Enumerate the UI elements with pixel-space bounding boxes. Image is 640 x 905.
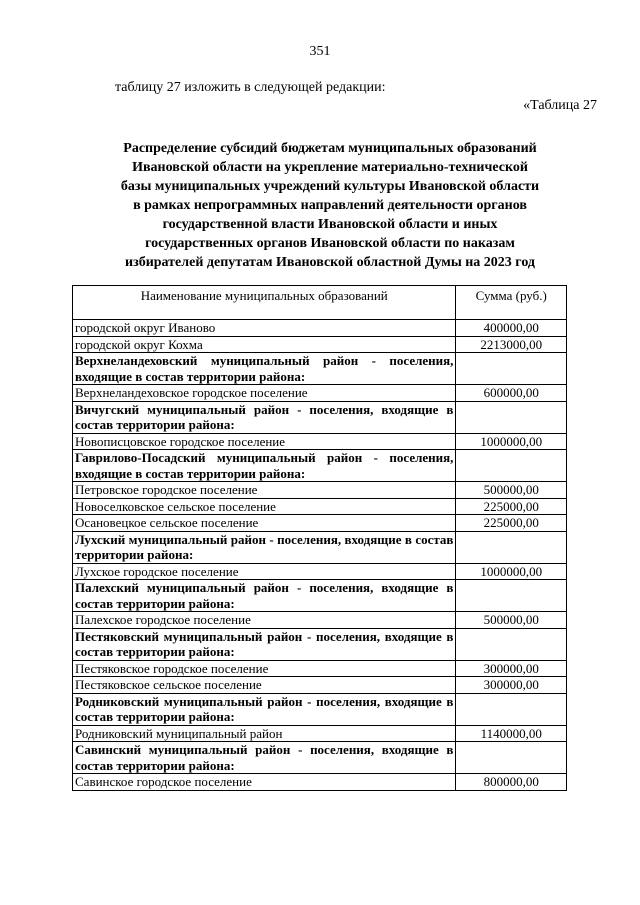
district-name-cell: Верхнеландеховский муниципальный район - поселения, входящие в состав территории района:	[73, 353, 456, 385]
sum-cell: 800000,00	[456, 774, 567, 791]
table-row	[73, 336, 567, 353]
sum-cell: 400000,00	[456, 320, 567, 337]
municipality-name-cell: Палехское городское поселение	[73, 612, 456, 629]
municipality-name-cell: городской округ Иваново	[73, 320, 456, 337]
municipality-name-cell: Пестяковское сельское поселение	[73, 677, 456, 694]
table-row	[73, 660, 567, 677]
sum-cell: 300000,00	[456, 677, 567, 694]
table-row	[73, 612, 567, 629]
table-row	[73, 385, 567, 402]
sum-cell: 1000000,00	[456, 563, 567, 580]
title-line: базы муниципальных учреждений культуры Ивановской области	[120, 179, 540, 194]
sum-cell	[456, 450, 567, 482]
sum-cell	[456, 693, 567, 725]
sum-cell: 600000,00	[456, 385, 567, 402]
municipality-name-cell: Петровское городское поселение	[73, 482, 456, 499]
table-row	[73, 320, 567, 337]
table-group-row	[73, 742, 567, 774]
table-body	[73, 320, 567, 791]
title-line: избирателей депутатам Ивановской областной Думы на 2023 год	[125, 255, 535, 270]
table-row	[73, 725, 567, 742]
table-group-row	[73, 353, 567, 385]
district-name-cell: Палехский муниципальный район - поселения, входящие в состав территории района:	[73, 580, 456, 612]
table-row	[73, 774, 567, 791]
municipality-name-cell: Родниковский муниципальный район	[73, 725, 456, 742]
municipality-name-cell: Лухское городское поселение	[73, 563, 456, 580]
header-name: Наименование муниципальных образований	[73, 286, 456, 320]
sum-cell: 2213000,00	[456, 336, 567, 353]
sum-cell: 225000,00	[456, 515, 567, 532]
page-number: 351	[309, 44, 331, 59]
sum-cell: 500000,00	[456, 482, 567, 499]
title-line: в рамках непрограммных направлений деятельности органов	[133, 198, 527, 213]
sum-cell	[456, 353, 567, 385]
municipality-name-cell: Новоселковское сельское поселение	[73, 498, 456, 515]
table-group-row	[73, 628, 567, 660]
district-name-cell: Родниковский муниципальный район - поселения, входящие в состав территории района:	[73, 693, 456, 725]
sum-cell	[456, 628, 567, 660]
sum-cell: 300000,00	[456, 660, 567, 677]
title-line: Распределение субсидий бюджетам муниципальных образований	[123, 141, 537, 156]
table-group-row	[73, 693, 567, 725]
municipality-name-cell: Осановецкое сельское поселение	[73, 515, 456, 532]
municipality-name-cell: городской округ Кохма	[73, 336, 456, 353]
sum-cell	[456, 531, 567, 563]
municipality-name-cell: Новописцовское городское поселение	[73, 433, 456, 450]
sum-cell	[456, 580, 567, 612]
table-label: «Таблица 27	[523, 98, 597, 113]
intro-text: таблицу 27 изложить в следующей редакции:	[115, 80, 386, 95]
header-sum: Сумма (руб.)	[456, 286, 567, 320]
district-name-cell: Савинский муниципальный район - поселения, входящие в состав территории района:	[73, 742, 456, 774]
table-row	[73, 433, 567, 450]
sum-cell: 225000,00	[456, 498, 567, 515]
municipality-name-cell: Пестяковское городское поселение	[73, 660, 456, 677]
table-row	[73, 482, 567, 499]
table-header-row	[73, 286, 567, 320]
sum-cell: 500000,00	[456, 612, 567, 629]
district-name-cell: Лухский муниципальный район - поселения, входящие в состав территории района:	[73, 531, 456, 563]
sum-cell	[456, 742, 567, 774]
title-line: государственных органов Ивановской области по наказам	[145, 236, 515, 251]
district-name-cell: Пестяковский муниципальный район - поселения, входящие в состав территории района:	[73, 628, 456, 660]
sum-cell: 1000000,00	[456, 433, 567, 450]
table-row	[73, 677, 567, 694]
district-name-cell: Вичугский муниципальный район - поселения, входящие в состав территории района:	[73, 401, 456, 433]
sum-cell: 1140000,00	[456, 725, 567, 742]
municipality-name-cell: Савинское городское поселение	[73, 774, 456, 791]
table-row	[73, 563, 567, 580]
table-group-row	[73, 580, 567, 612]
title-line: государственной власти Ивановской области и иных	[162, 217, 498, 232]
title-line: Ивановской области на укрепление материально-технической	[132, 160, 528, 175]
sum-cell	[456, 401, 567, 433]
table-group-row	[73, 450, 567, 482]
table-group-row	[73, 401, 567, 433]
subsidy-table	[72, 285, 567, 791]
document-title	[90, 139, 570, 272]
table-row	[73, 498, 567, 515]
municipality-name-cell: Верхнеландеховское городское поселение	[73, 385, 456, 402]
district-name-cell: Гаврилово-Посадский муниципальный район - поселения, входящие в состав территории района:	[73, 450, 456, 482]
table-row	[73, 515, 567, 532]
table-group-row	[73, 531, 567, 563]
